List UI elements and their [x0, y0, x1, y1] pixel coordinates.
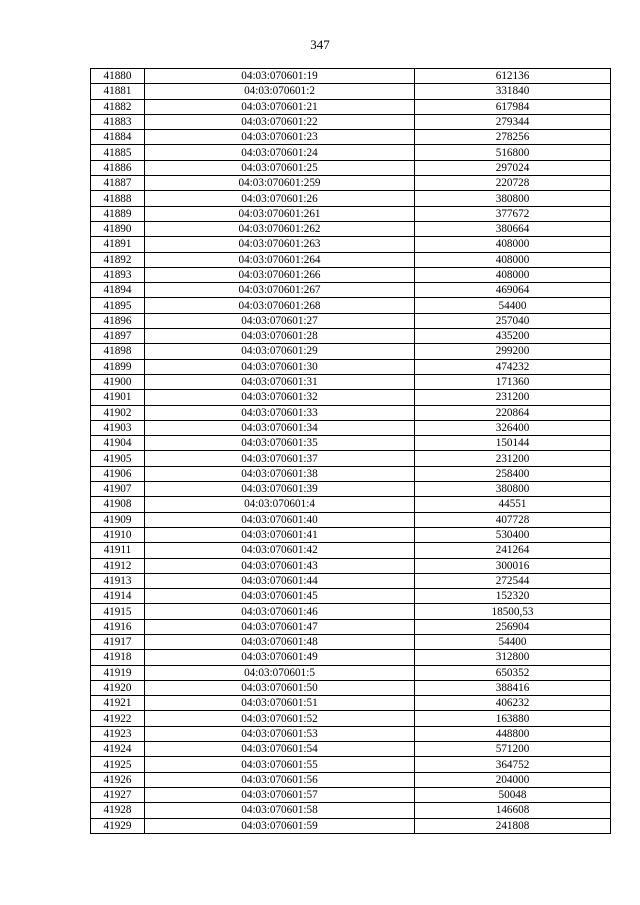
- value-cell: 231200: [415, 451, 611, 466]
- row-number-cell: 41907: [91, 482, 145, 497]
- row-number-cell: 41909: [91, 512, 145, 527]
- cadastral-number-cell: 04:03:070601:58: [145, 803, 415, 818]
- cadastral-number-cell: 04:03:070601:32: [145, 390, 415, 405]
- cadastral-number-cell: 04:03:070601:266: [145, 267, 415, 282]
- cadastral-number-cell: 04:03:070601:52: [145, 711, 415, 726]
- value-cell: 171360: [415, 374, 611, 389]
- table-row: [91, 634, 611, 649]
- cadastral-number-cell: 04:03:070601:263: [145, 237, 415, 252]
- cadastral-number-cell: 04:03:070601:47: [145, 619, 415, 634]
- value-cell: 312800: [415, 650, 611, 665]
- row-number-cell: 41928: [91, 803, 145, 818]
- cadastral-number-cell: 04:03:070601:264: [145, 252, 415, 267]
- cadastral-number-cell: 04:03:070601:22: [145, 114, 415, 129]
- row-number-cell: 41917: [91, 634, 145, 649]
- table-row: [91, 604, 611, 619]
- row-number-cell: 41898: [91, 344, 145, 359]
- table-row: [91, 527, 611, 542]
- cadastral-number-cell: 04:03:070601:261: [145, 206, 415, 221]
- table-row: [91, 313, 611, 328]
- table-row: [91, 619, 611, 634]
- value-cell: 388416: [415, 680, 611, 695]
- table-row: [91, 482, 611, 497]
- value-cell: 326400: [415, 420, 611, 435]
- row-number-cell: 41894: [91, 283, 145, 298]
- value-cell: 204000: [415, 772, 611, 787]
- cadastral-number-cell: 04:03:070601:268: [145, 298, 415, 313]
- row-number-cell: 41904: [91, 436, 145, 451]
- table-row: [91, 726, 611, 741]
- table-row: [91, 237, 611, 252]
- row-number-cell: 41920: [91, 680, 145, 695]
- value-cell: 297024: [415, 160, 611, 175]
- value-cell: 54400: [415, 634, 611, 649]
- value-cell: 406232: [415, 696, 611, 711]
- value-cell: 469064: [415, 283, 611, 298]
- value-cell: 516800: [415, 145, 611, 160]
- row-number-cell: 41924: [91, 742, 145, 757]
- table-row: [91, 114, 611, 129]
- cadastral-number-cell: 04:03:070601:2: [145, 84, 415, 99]
- value-cell: 278256: [415, 130, 611, 145]
- value-cell: 150144: [415, 436, 611, 451]
- cadastral-number-cell: 04:03:070601:23: [145, 130, 415, 145]
- cadastral-number-cell: 04:03:070601:33: [145, 405, 415, 420]
- value-cell: 50048: [415, 787, 611, 802]
- cadastral-number-cell: 04:03:070601:59: [145, 818, 415, 833]
- table-row: [91, 374, 611, 389]
- table-row: [91, 497, 611, 512]
- row-number-cell: 41888: [91, 191, 145, 206]
- row-number-cell: 41881: [91, 84, 145, 99]
- cadastral-number-cell: 04:03:070601:26: [145, 191, 415, 206]
- table-row: [91, 283, 611, 298]
- table-row: [91, 84, 611, 99]
- value-cell: 54400: [415, 298, 611, 313]
- value-cell: 364752: [415, 757, 611, 772]
- value-cell: 300016: [415, 558, 611, 573]
- value-cell: 241264: [415, 543, 611, 558]
- value-cell: 571200: [415, 742, 611, 757]
- value-cell: 146608: [415, 803, 611, 818]
- row-number-cell: 41900: [91, 374, 145, 389]
- table-row: [91, 772, 611, 787]
- table-row: [91, 359, 611, 374]
- table-row: [91, 221, 611, 236]
- cadastral-number-cell: 04:03:070601:53: [145, 726, 415, 741]
- table-row: [91, 757, 611, 772]
- value-cell: 279344: [415, 114, 611, 129]
- table-row: [91, 329, 611, 344]
- table-row: [91, 558, 611, 573]
- row-number-cell: 41919: [91, 665, 145, 680]
- table-row: [91, 252, 611, 267]
- row-number-cell: 41916: [91, 619, 145, 634]
- cadastral-number-cell: 04:03:070601:49: [145, 650, 415, 665]
- row-number-cell: 41891: [91, 237, 145, 252]
- table-row: [91, 573, 611, 588]
- table-row: [91, 145, 611, 160]
- value-cell: 435200: [415, 329, 611, 344]
- row-number-cell: 41913: [91, 573, 145, 588]
- cadastral-number-cell: 04:03:070601:31: [145, 374, 415, 389]
- table-row: [91, 711, 611, 726]
- value-cell: 612136: [415, 69, 611, 84]
- value-cell: 407728: [415, 512, 611, 527]
- cadastral-number-cell: 04:03:070601:38: [145, 466, 415, 481]
- table-row: [91, 589, 611, 604]
- row-number-cell: 41892: [91, 252, 145, 267]
- table-row: [91, 298, 611, 313]
- row-number-cell: 41927: [91, 787, 145, 802]
- table-row: [91, 420, 611, 435]
- value-cell: 163880: [415, 711, 611, 726]
- cadastral-number-cell: 04:03:070601:51: [145, 696, 415, 711]
- value-cell: 152320: [415, 589, 611, 604]
- cadastral-number-cell: 04:03:070601:24: [145, 145, 415, 160]
- row-number-cell: 41896: [91, 313, 145, 328]
- page-number: 347: [310, 37, 330, 52]
- row-number-cell: 41893: [91, 267, 145, 282]
- value-cell: 408000: [415, 237, 611, 252]
- row-number-cell: 41890: [91, 221, 145, 236]
- row-number-cell: 41884: [91, 130, 145, 145]
- cadastral-number-cell: 04:03:070601:46: [145, 604, 415, 619]
- cadastral-number-cell: 04:03:070601:4: [145, 497, 415, 512]
- table-row: [91, 344, 611, 359]
- row-number-cell: 41914: [91, 589, 145, 604]
- table-row: [91, 543, 611, 558]
- value-cell: 617984: [415, 99, 611, 114]
- value-cell: 220728: [415, 176, 611, 191]
- value-cell: 44551: [415, 497, 611, 512]
- row-number-cell: 41903: [91, 420, 145, 435]
- row-number-cell: 41925: [91, 757, 145, 772]
- cadastral-number-cell: 04:03:070601:55: [145, 757, 415, 772]
- value-cell: 331840: [415, 84, 611, 99]
- table-row: [91, 69, 611, 84]
- cadastral-number-cell: 04:03:070601:28: [145, 329, 415, 344]
- table-row: [91, 650, 611, 665]
- table-row: [91, 696, 611, 711]
- table-row: [91, 451, 611, 466]
- table-row: [91, 665, 611, 680]
- value-cell: 256904: [415, 619, 611, 634]
- cadastral-number-cell: 04:03:070601:27: [145, 313, 415, 328]
- value-cell: 448800: [415, 726, 611, 741]
- cadastral-number-cell: 04:03:070601:48: [145, 634, 415, 649]
- row-number-cell: 41929: [91, 818, 145, 833]
- value-cell: 18500,53: [415, 604, 611, 619]
- row-number-cell: 41923: [91, 726, 145, 741]
- row-number-cell: 41889: [91, 206, 145, 221]
- table-row: [91, 742, 611, 757]
- row-number-cell: 41895: [91, 298, 145, 313]
- row-number-cell: 41918: [91, 650, 145, 665]
- value-cell: 650352: [415, 665, 611, 680]
- value-cell: 220864: [415, 405, 611, 420]
- cadastral-number-cell: 04:03:070601:34: [145, 420, 415, 435]
- cadastral-number-cell: 04:03:070601:41: [145, 527, 415, 542]
- row-number-cell: 41902: [91, 405, 145, 420]
- row-number-cell: 41912: [91, 558, 145, 573]
- cadastral-number-cell: 04:03:070601:29: [145, 344, 415, 359]
- table-row: [91, 176, 611, 191]
- row-number-cell: 41910: [91, 527, 145, 542]
- row-number-cell: 41921: [91, 696, 145, 711]
- cadastral-number-cell: 04:03:070601:259: [145, 176, 415, 191]
- cadastral-number-cell: 04:03:070601:45: [145, 589, 415, 604]
- cadastral-number-cell: 04:03:070601:57: [145, 787, 415, 802]
- row-number-cell: 41887: [91, 176, 145, 191]
- table-row: [91, 390, 611, 405]
- row-number-cell: 41897: [91, 329, 145, 344]
- cadastral-number-cell: 04:03:070601:42: [145, 543, 415, 558]
- table-row: [91, 818, 611, 833]
- cadastral-number-cell: 04:03:070601:43: [145, 558, 415, 573]
- row-number-cell: 41905: [91, 451, 145, 466]
- table-row: [91, 99, 611, 114]
- cadastral-number-cell: 04:03:070601:25: [145, 160, 415, 175]
- cadastral-number-cell: 04:03:070601:39: [145, 482, 415, 497]
- value-cell: 272544: [415, 573, 611, 588]
- row-number-cell: 41885: [91, 145, 145, 160]
- table-row: [91, 803, 611, 818]
- table-row: [91, 206, 611, 221]
- table-row: [91, 405, 611, 420]
- value-cell: 377672: [415, 206, 611, 221]
- value-cell: 257040: [415, 313, 611, 328]
- table-row: [91, 512, 611, 527]
- row-number-cell: 41915: [91, 604, 145, 619]
- row-number-cell: 41899: [91, 359, 145, 374]
- table-body: [91, 69, 611, 834]
- row-number-cell: 41906: [91, 466, 145, 481]
- row-number-cell: 41922: [91, 711, 145, 726]
- cadastral-number-cell: 04:03:070601:19: [145, 69, 415, 84]
- value-cell: 380800: [415, 482, 611, 497]
- value-cell: 380664: [415, 221, 611, 236]
- row-number-cell: 41886: [91, 160, 145, 175]
- table-row: [91, 130, 611, 145]
- cadastral-number-cell: 04:03:070601:35: [145, 436, 415, 451]
- row-number-cell: 41880: [91, 69, 145, 84]
- cadastral-number-cell: 04:03:070601:262: [145, 221, 415, 236]
- cadastral-number-cell: 04:03:070601:267: [145, 283, 415, 298]
- row-number-cell: 41882: [91, 99, 145, 114]
- row-number-cell: 41911: [91, 543, 145, 558]
- cadastral-number-cell: 04:03:070601:40: [145, 512, 415, 527]
- row-number-cell: 41883: [91, 114, 145, 129]
- value-cell: 241808: [415, 818, 611, 833]
- cadastral-number-cell: 04:03:070601:44: [145, 573, 415, 588]
- table-row: [91, 267, 611, 282]
- table-row: [91, 680, 611, 695]
- value-cell: 474232: [415, 359, 611, 374]
- cadastral-number-cell: 04:03:070601:30: [145, 359, 415, 374]
- table-row: [91, 191, 611, 206]
- cadastral-number-cell: 04:03:070601:21: [145, 99, 415, 114]
- row-number-cell: 41901: [91, 390, 145, 405]
- cadastral-number-cell: 04:03:070601:5: [145, 665, 415, 680]
- table-row: [91, 466, 611, 481]
- value-cell: 408000: [415, 252, 611, 267]
- table-row: [91, 436, 611, 451]
- value-cell: 408000: [415, 267, 611, 282]
- cadastral-number-cell: 04:03:070601:37: [145, 451, 415, 466]
- value-cell: 380800: [415, 191, 611, 206]
- row-number-cell: 41908: [91, 497, 145, 512]
- cadastral-number-cell: 04:03:070601:50: [145, 680, 415, 695]
- row-number-cell: 41926: [91, 772, 145, 787]
- cadastral-number-cell: 04:03:070601:56: [145, 772, 415, 787]
- value-cell: 299200: [415, 344, 611, 359]
- value-cell: 231200: [415, 390, 611, 405]
- table-row: [91, 787, 611, 802]
- cadastral-number-cell: 04:03:070601:54: [145, 742, 415, 757]
- value-cell: 258400: [415, 466, 611, 481]
- table-row: [91, 160, 611, 175]
- cadastral-table: [90, 68, 611, 834]
- value-cell: 530400: [415, 527, 611, 542]
